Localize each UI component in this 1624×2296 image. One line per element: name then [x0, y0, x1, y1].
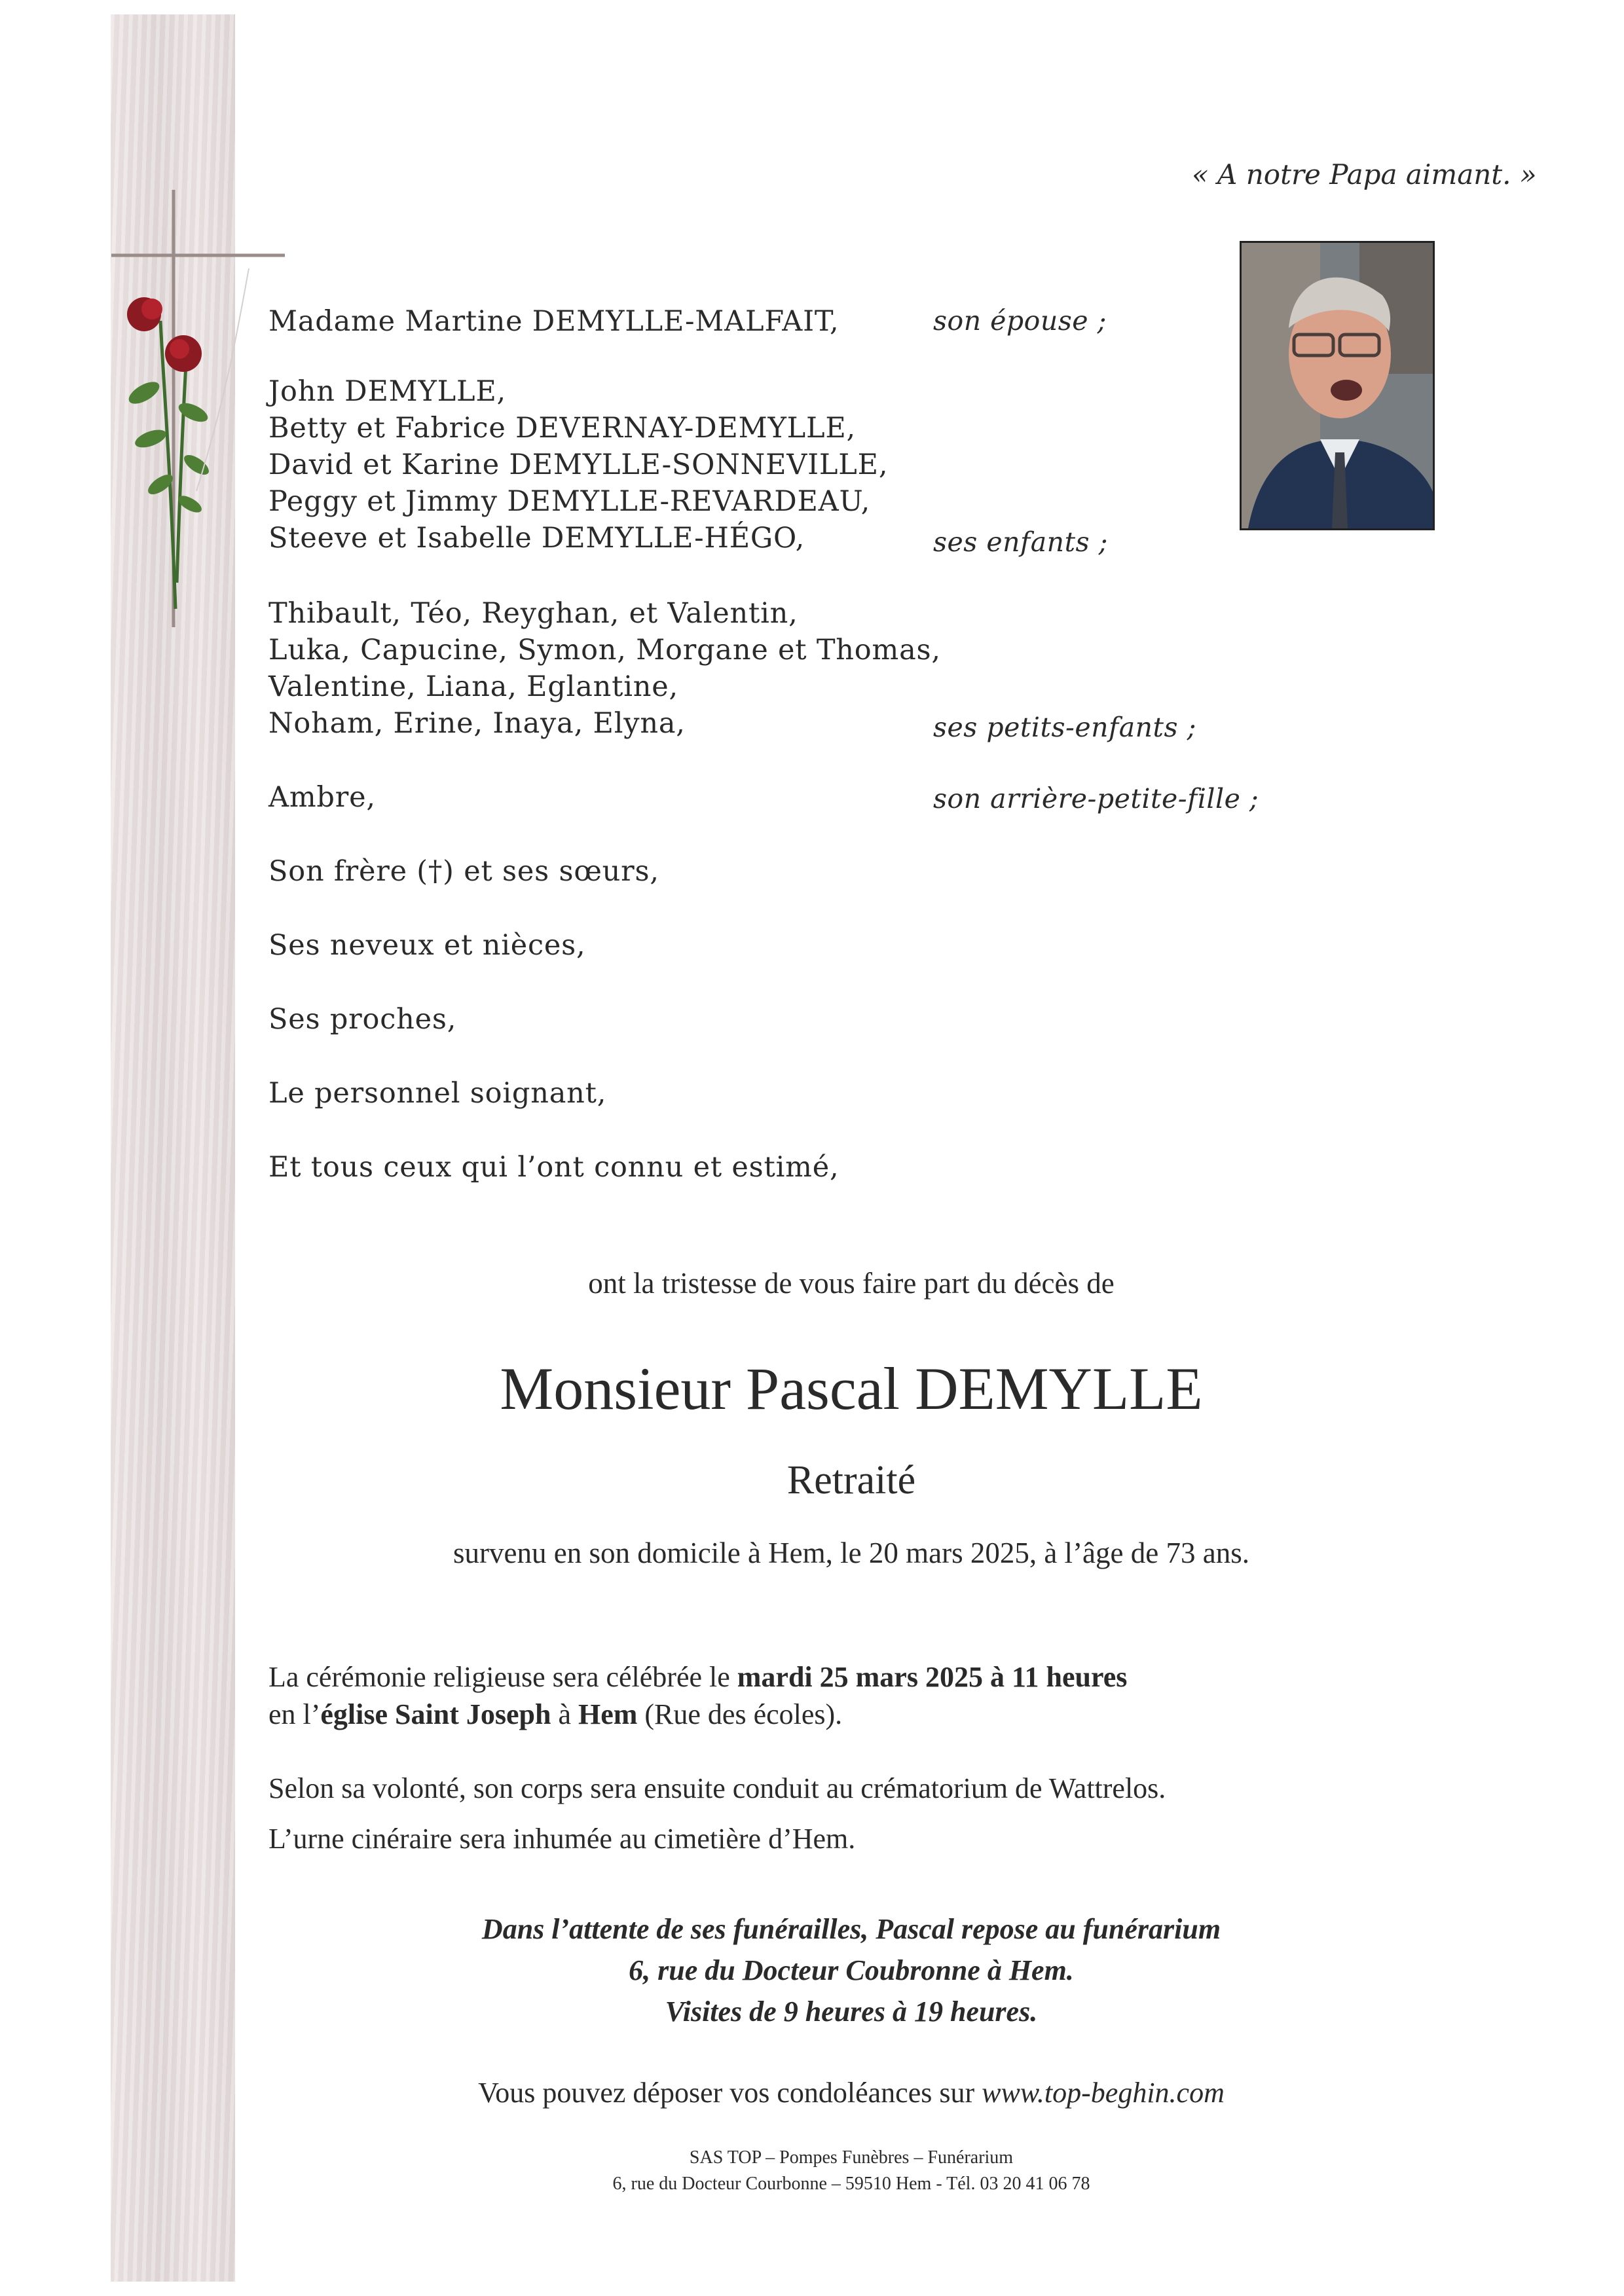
deceased-name: Monsieur Pascal DEMYLLE [500, 1355, 1203, 1422]
child-line: Peggy et Jimmy DEMYLLE-REVARDEAU, [268, 485, 871, 518]
relatives-line: Et tous ceux qui l’ont connu et estimé, [268, 1151, 840, 1184]
footer-company: SAS TOP – Pompes Funèbres – Funérarium [689, 2147, 1014, 2168]
relatives-line: Son frère (†) et ses sœurs, [268, 855, 659, 888]
footer-address: 6, rue du Docteur Courbonne – 59510 Hem - Tél. 03 20 41 06 78 [612, 2174, 1090, 2194]
church-name: église Saint Joseph [320, 1698, 551, 1730]
grandchild-line: Thibault, Téo, Reyghan, et Valentin, [268, 597, 798, 630]
grandchild-line: Valentine, Liana, Eglantine, [268, 670, 678, 703]
great-grandchild-role: son arrière-petite-fille ; [933, 783, 1259, 814]
child-line: Steeve et Isabelle DEMYLLE-HÉGO, [268, 522, 805, 555]
cross-with-roses-illustration [98, 190, 295, 635]
condolences-link[interactable]: www.top-beghin.com [982, 2077, 1225, 2109]
children-role: ses enfants ; [933, 526, 1108, 558]
ceremony-line-2: en l’église Saint Joseph à Hem (Rue des écoles). [268, 1698, 843, 1730]
spouse-name: Madame Martine DEMYLLE-MALFAIT, [268, 305, 840, 338]
ceremony-line-1: La cérémonie religieuse sera célébrée le mardi 25 mars 2025 à 11 heures [268, 1661, 1128, 1693]
death-details: survenu en son domicile à Hem, le 20 mars 2025, à l’âge de 73 ans. [453, 1537, 1249, 1569]
child-line: David et Karine DEMYLLE-SONNEVILLE, [268, 448, 889, 481]
spouse-role: son épouse ; [933, 305, 1107, 337]
grandchild-line: Luka, Capucine, Symon, Morgane et Thomas, [268, 634, 941, 666]
occupation: Retraité [786, 1458, 916, 1503]
relatives-line: Ses neveux et nièces, [268, 929, 586, 962]
child-line: Betty et Fabrice DEVERNAY-DEMYLLE, [268, 412, 857, 445]
condolences-line: Vous pouvez déposer vos condoléances sur www.top-beghin.com [478, 2077, 1225, 2109]
funerarium-address: 6, rue du Docteur Coubronne à Hem. [629, 1954, 1074, 1986]
relatives-line: Le personnel soignant, [268, 1077, 607, 1110]
grandchildren-role: ses petits-enfants ; [933, 712, 1196, 743]
ceremony-date: mardi 25 mars 2025 à 11 heures [737, 1661, 1128, 1693]
motto: « A notre Papa aimant. » [1192, 158, 1537, 191]
child-line: John DEMYLLE, [268, 375, 507, 408]
relatives-line: Ses proches, [268, 1003, 457, 1036]
announcement-text: ont la tristesse de vous faire part du décès de [588, 1267, 1115, 1300]
funerarium-line: Dans l’attente de ses funérailles, Pascal repose au funérarium [481, 1913, 1221, 1945]
cremation-text: Selon sa volonté, son corps sera ensuite conduit au crématorium de Wattrelos. [268, 1772, 1166, 1804]
town-name: Hem [578, 1698, 638, 1730]
grandchild-line: Noham, Erine, Inaya, Elyna, [268, 707, 686, 740]
great-grandchild-line: Ambre, [268, 781, 376, 814]
portrait-photo [1240, 241, 1435, 530]
urn-text: L’urne cinéraire sera inhumée au cimetière d’Hem. [268, 1823, 856, 1855]
visiting-hours: Visites de 9 heures à 19 heures. [665, 1995, 1038, 2028]
